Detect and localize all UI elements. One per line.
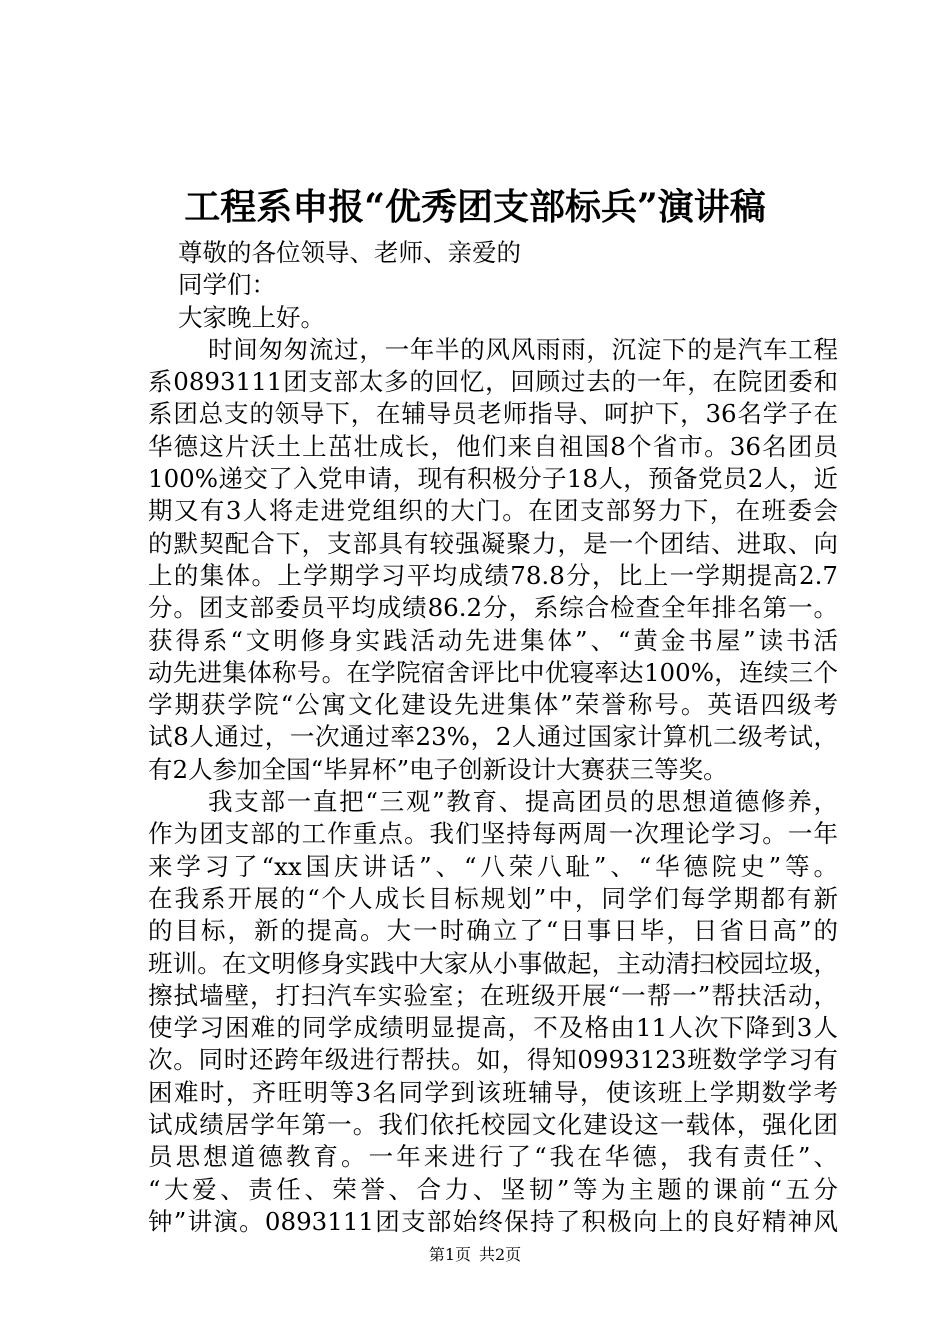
paragraph-line: 系团总支的领导下，在辅导员老师指导、呵护下，36名学子在 — [148, 399, 838, 429]
paragraph-line: 学期获学院“公寓文化建设先进集体”荣誉称号。英语四级考 — [148, 690, 838, 720]
page-number-total: 共2页 — [479, 1245, 522, 1264]
salutation-line: 同学们： — [178, 270, 276, 300]
paragraph-line: 期又有3人将走进党组织的大门。在团支部努力下，在班委会 — [148, 496, 838, 526]
paragraph-line: 分。团支部委员平均成绩86.2分，系综合检查全年排名第一。 — [148, 593, 838, 623]
paragraph-line: 班训。在文明修身实践中大家从小事做起，主动清扫校园垃圾， — [148, 948, 838, 978]
paragraph-line: 来学习了“xx国庆讲话”、“八荣八耻”、“华德院史”等。 — [148, 851, 838, 881]
paragraph-line: 有2人参加全国“毕昇杯”电子创新设计大赛获三等奖。 — [148, 754, 728, 784]
paragraph-line: 使学习困难的同学成绩明显提高，不及格由11人次下降到3人 — [148, 1013, 838, 1043]
paragraph-line: 100%递交了入党申请，现有积极分子18人，预备党员2人，近 — [148, 464, 838, 494]
paragraph-line: 的目标，新的提高。大一时确立了“日事日毕，日省日高”的 — [148, 916, 838, 946]
paragraph-line: 试8人通过，一次通过率23%，2人通过国家计算机二级考试， — [148, 722, 838, 752]
paragraph-line: 钟”讲演。0893111团支部始终保持了积极向上的良好精神风 — [148, 1206, 838, 1236]
paragraph-line: 困难时，齐旺明等3名同学到该班辅导，使该班上学期数学考 — [148, 1077, 838, 1107]
paragraph-line: 擦拭墙壁，打扫汽车实验室；在班级开展“一帮一”帮扶活动， — [148, 980, 838, 1010]
paragraph-line: 我支部一直把“三观”教育、提高团员的思想道德修养， — [208, 787, 838, 817]
paragraph-line: 华德这片沃土上茁壮成长，他们来自祖国8个省市。36名团员 — [148, 431, 838, 461]
paragraph-line: 试成绩居学年第一。我们依托校园文化建设这一载体，强化团 — [148, 1110, 838, 1140]
document-body — [148, 237, 838, 1238]
document-title: 工程系申报“优秀团支部标兵”演讲稿 — [184, 186, 766, 228]
page-number-current: 第1页 — [428, 1245, 471, 1264]
page-footer — [0, 1244, 950, 1266]
paragraph-line: 次。同时还跨年级进行帮扶。如，得知0993123班数学学习有 — [148, 1045, 838, 1075]
paragraph-line: 获得系“文明修身实践活动先进集体”、“黄金书屋”读书活 — [148, 625, 838, 655]
greeting-line: 大家晚上好。 — [178, 302, 325, 332]
paragraph-line: 动先进集体称号。在学院宿舍评比中优寝率达100%，连续三个 — [148, 657, 838, 687]
paragraph-line: 时间匆匆流过，一年半的风风雨雨，沉淀下的是汽车工程 — [208, 334, 838, 364]
paragraph-line: 作为团支部的工作重点。我们坚持每两周一次理论学习。一年 — [148, 819, 838, 849]
paragraph-line: 的默契配合下，支部具有较强凝聚力，是一个团结、进取、向 — [148, 528, 838, 558]
salutation-line: 尊敬的各位领导、老师、亲爱的 — [178, 238, 521, 267]
paragraph-line: 上的集体。上学期学习平均成绩78.8分，比上一学期提高2.7 — [148, 560, 838, 590]
paragraph-line: 系0893111团支部太多的回忆，回顾过去的一年，在院团委和 — [148, 367, 838, 397]
paragraph-line: 员思想道德教育。一年来进行了“我在华德，我有责任”、 — [148, 1142, 838, 1172]
paragraph-line: “大爱、责任、荣誉、合力、坚韧”等为主题的课前“五分 — [148, 1174, 838, 1204]
paragraph-line: 在我系开展的“个人成长目标规划”中，同学们每学期都有新 — [148, 883, 838, 913]
